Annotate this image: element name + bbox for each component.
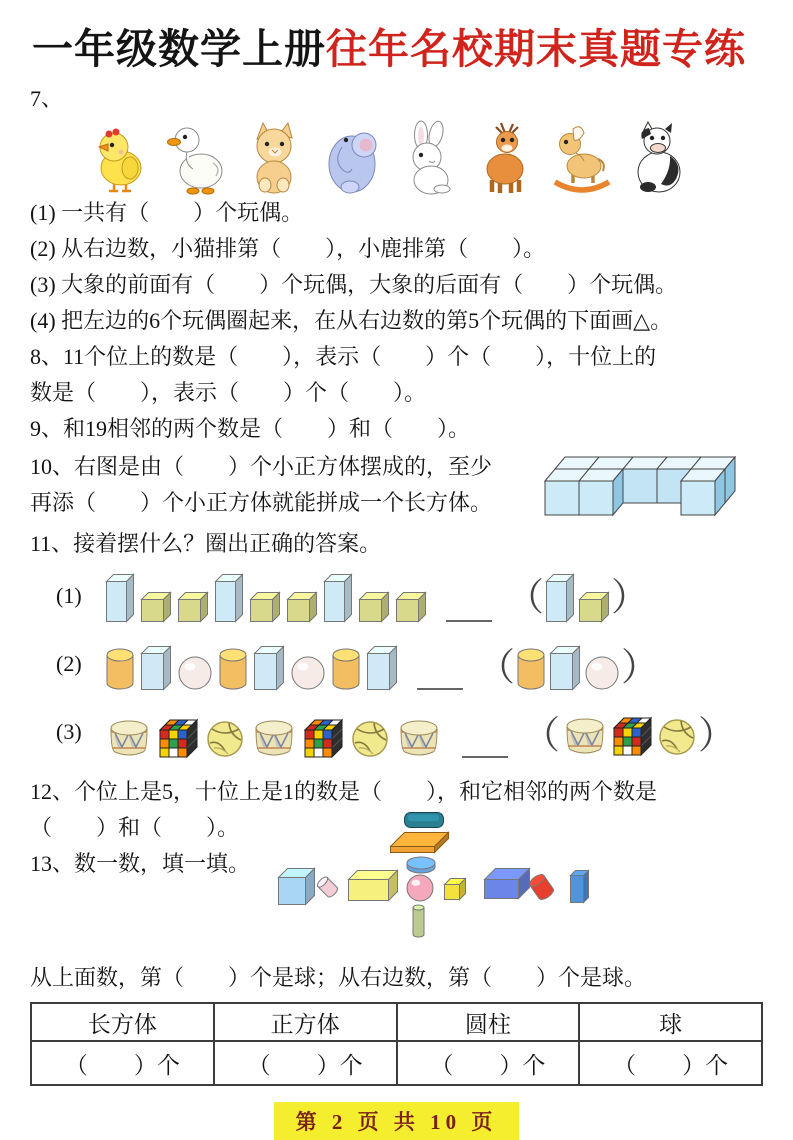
page-title — [32, 24, 763, 75]
cylinder-shape — [106, 648, 134, 690]
tall-cuboid-shape — [215, 574, 243, 622]
pattern-sequence — [106, 646, 397, 690]
drum-shape — [251, 718, 297, 758]
q13-shape-cluster-figure — [264, 812, 609, 958]
drum-shape — [106, 718, 152, 758]
blue-cuboid-shape — [141, 646, 171, 690]
pattern-sequence — [106, 574, 426, 622]
answer-options[interactable] — [506, 574, 649, 622]
drum-shape — [396, 718, 442, 758]
q12-q13-region — [30, 810, 763, 960]
small-cube-shape — [396, 592, 426, 622]
answer-blank[interactable] — [417, 674, 463, 690]
small-cube-shape — [287, 592, 317, 622]
ball-shape — [206, 720, 244, 758]
header-cuboid: 长方体 — [31, 1003, 214, 1041]
cylinder-shape — [332, 648, 360, 690]
teal-box-shape — [404, 812, 444, 828]
sphere-shape — [178, 656, 212, 690]
q9-text: 9、和19相邻的两个数是（ ）和（ ）。 — [30, 416, 471, 442]
page-title-red: 往年名校期末真题专练 — [326, 26, 746, 72]
q10-block — [30, 449, 763, 526]
tall-cuboid-shape — [324, 574, 352, 622]
q11-row-2 — [30, 638, 763, 690]
chick-icon — [88, 119, 152, 195]
header-cube: 正方体 — [214, 1003, 397, 1041]
options-open-paren: （ — [506, 577, 545, 620]
q10-line-2: 再添（ ）个小正方体就能拼成一个长方体。 — [30, 490, 493, 516]
rocking-horse-icon — [550, 119, 614, 195]
page-number-badge: 第 2 页 共 10 页 — [274, 1102, 520, 1140]
blue-tall-cuboid-shape — [570, 870, 589, 903]
q11-heading: 11、接着摆什么？圈出正确的答案。 — [30, 531, 382, 557]
q7-number: 7、 — [30, 86, 64, 112]
page-title-black: 一年级数学上册 — [32, 26, 326, 72]
answer-cuboid[interactable]: （ ）个 — [31, 1041, 214, 1085]
rubik-shape — [159, 718, 199, 758]
q10-text — [30, 449, 545, 521]
options-close-paren: ） — [611, 577, 650, 620]
rubik-shape — [304, 718, 344, 758]
green-cylinder-shape — [412, 904, 425, 938]
answer-sphere[interactable]: （ ）个 — [579, 1041, 762, 1085]
answer-options[interactable] — [522, 714, 736, 758]
q8-line-2: 数是（ ），表示（ ）个（ ）。 — [30, 380, 427, 406]
q13-heading: 13、数一数，填一填。 — [30, 851, 251, 877]
red-cylinder-shape — [532, 874, 551, 900]
blue-cuboid-shape[interactable] — [550, 646, 580, 690]
answer-options[interactable] — [477, 646, 659, 690]
answer-blank[interactable] — [446, 606, 492, 622]
pink-cylinder-shape — [320, 876, 335, 898]
small-cube-shape — [178, 592, 208, 622]
count-table — [30, 1002, 763, 1086]
cylinder-shape — [219, 648, 247, 690]
orange-board-shape — [390, 832, 449, 853]
q12-line-2: （ ）和（ ）。 — [30, 815, 240, 841]
header-cylinder: 圆柱 — [397, 1003, 580, 1041]
count-table-header-row — [31, 1003, 762, 1041]
small-cube-shape — [141, 592, 171, 622]
yellow-cuboid-shape — [348, 870, 398, 901]
sphere-shape — [291, 656, 325, 690]
q13-count-line: 从上面数，第（ ）个是球；从右边数，第（ ）个是球。 — [30, 965, 647, 991]
blue-cube-shape — [278, 868, 315, 905]
options-open-paren: （ — [477, 647, 516, 690]
sphere-shape[interactable] — [585, 656, 619, 690]
cylinder-shape[interactable] — [517, 648, 545, 690]
rubik-shape[interactable] — [613, 716, 653, 756]
drum-shape[interactable] — [562, 716, 608, 756]
small-cube-shape[interactable] — [579, 592, 609, 622]
ball-shape — [351, 720, 389, 758]
answer-cube[interactable]: （ ）个 — [214, 1041, 397, 1085]
q8-line-1: 8、11个位上的数是（ ），表示（ ）个（ ），十位上的 — [30, 344, 657, 370]
header-sphere: 球 — [579, 1003, 762, 1041]
q11-row-1 — [30, 570, 763, 622]
page-footer — [30, 1102, 763, 1140]
blue-cuboid-large-shape — [484, 868, 530, 899]
options-shapes — [546, 574, 609, 622]
answer-blank[interactable] — [462, 742, 508, 758]
pink-sphere-shape — [406, 874, 434, 902]
q11-rows — [30, 570, 763, 758]
q12-line-1: 12、个位上是5，十位上是1的数是（ ），和它相邻的两个数是 — [30, 779, 658, 805]
small-cube-shape — [250, 592, 280, 622]
options-shapes — [562, 716, 696, 756]
q7-part-2: (2) 从右边数，小猫排第（ ），小鹿排第（ ）。 — [30, 236, 546, 262]
q11-row-label: (3) — [56, 719, 82, 745]
rabbit-icon — [396, 119, 460, 195]
blue-cuboid-shape — [254, 646, 284, 690]
count-table-answer-row — [31, 1041, 762, 1085]
q11-row-label: (2) — [56, 651, 82, 677]
tall-cuboid-shape[interactable] — [546, 574, 574, 622]
yellow-cube-shape — [444, 878, 466, 900]
blue-cuboid-shape — [367, 646, 397, 690]
q11-row-3 — [30, 706, 763, 758]
deer-icon — [473, 119, 537, 195]
cube-arrangement-figure — [545, 449, 763, 526]
duck-icon — [165, 119, 229, 195]
ball-shape[interactable] — [658, 718, 696, 756]
q7-animals-row — [30, 115, 763, 195]
q10-line-1: 10、右图是由（ ）个小正方体摆成的，至少 — [30, 454, 493, 480]
q7-part-1: (1) 一共有（ ）个玩偶。 — [30, 200, 304, 226]
options-open-paren: （ — [522, 715, 561, 758]
q11-row-label: (1) — [56, 583, 82, 609]
blue-cylinder-shape — [406, 856, 436, 874]
cat-icon — [242, 119, 306, 195]
options-close-paren: ） — [621, 647, 660, 690]
pattern-sequence — [106, 718, 442, 758]
q7-part-4: (4) 把左边的6个玩偶圈起来，在从右边数的第5个玩偶的下面画△。 — [30, 308, 673, 334]
tall-cuboid-shape — [106, 574, 134, 622]
elephant-icon — [319, 119, 383, 195]
answer-cylinder[interactable]: （ ）个 — [397, 1041, 580, 1085]
options-shapes — [517, 646, 619, 690]
q7-part-3: (3) 大象的前面有（ ）个玩偶，大象的后面有（ ）个玩偶。 — [30, 272, 678, 298]
options-close-paren: ） — [698, 715, 737, 758]
cow-icon — [627, 119, 691, 195]
small-cube-shape — [359, 592, 389, 622]
